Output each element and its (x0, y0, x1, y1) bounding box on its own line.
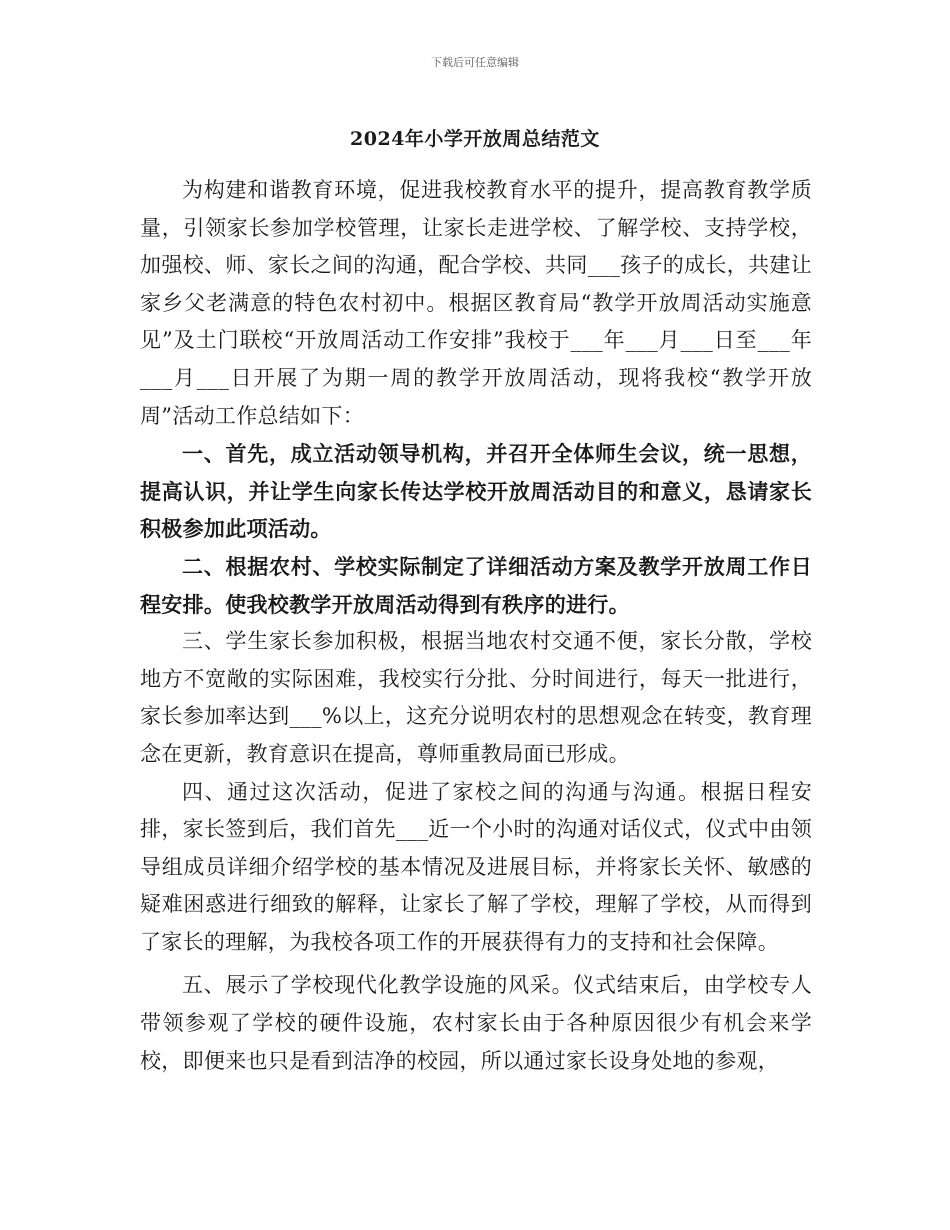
paragraph-1: 一、首先，成立活动领导机构，并召开全体师生会议，统一思想，提高认识，并让学生向家长传达学校开放周活动目的和意义，恳请家长积极参加此项活动。 (140, 441, 812, 542)
paragraph-intro: 为构建和谐教育环境，促进我校教育水平的提升，提高教育教学质量，引领家长参加学校管理，让家长走进学校、了解学校、支持学校，加强校、师、家长之间的沟通，配合学校、共同___孩子的成长，共建让家乡父老满意的特色农村初中。根据区教育局“教学开放周活动实施意见”及土门联校“开放周活动工作安排”我校于___年___月___日至___年___月___日开展了为期一周的教学开放周活动，现将我校“教学开放周”活动工作总结如下： (140, 178, 812, 428)
paragraph-2: 二、根据农村、学校实际制定了详细活动方案及教学开放周工作日程安排。使我校教学开放周活动得到有秩序的进行。 (140, 553, 812, 617)
document-body (140, 172, 812, 1080)
download-note: 下载后可任意编辑 (431, 56, 519, 69)
document-title: 2024年小学开放周总结范文 (350, 128, 600, 150)
paragraph-5: 五、展示了学校现代化教学设施的风采。仪式结束后，由学校专人带领参观了学校的硬件设施，农村家长由于各种原因很少有机会来学校，即便来也只是看到洁净的校园，所以通过家长设身处地的参观， (140, 973, 812, 1073)
paragraph-4: 四、通过这次活动，促进了家校之间的沟通与沟通。根据日程安排，家长签到后，我们首先___近一个小时的沟通对话仪式，仪式中由领导组成员详细介绍学校的基本情况及进展目标，并将家长关怀、敏感的疑难困惑进行细致的解释，让家长了解了学校，理解了学校，从而得到了家长的理解，为我校各项工作的开展获得有力的支持和社会保障。 (140, 779, 812, 954)
paragraph-3: 三、学生家长参加积极，根据当地农村交通不便，家长分散，学校地方不宽敞的实际困难，我校实行分批、分时间进行，每天一批进行，家长参加率达到___%以上，这充分说明农村的思想观念在转变，教育理念在更新，教育意识在提高，尊师重教局面已形成。 (140, 629, 812, 766)
